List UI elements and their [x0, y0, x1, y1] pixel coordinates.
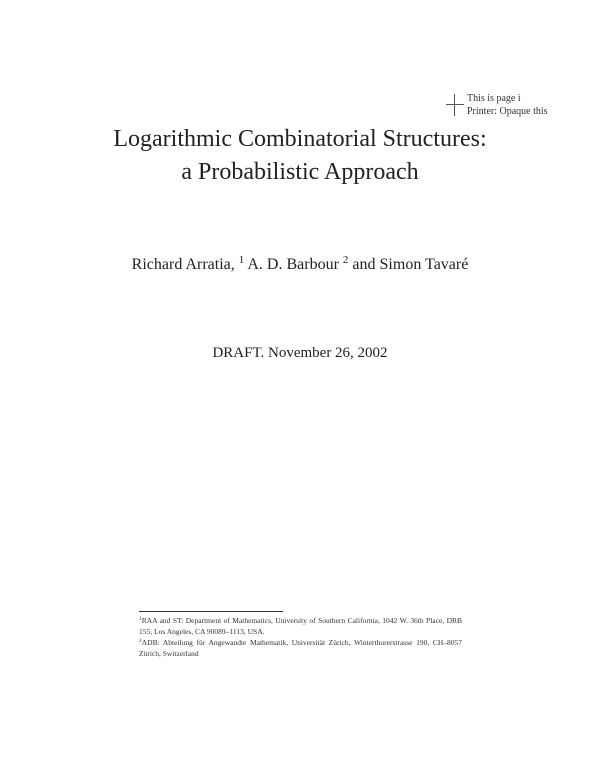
- footnote-rule: [139, 611, 283, 612]
- printer-note: [467, 93, 548, 118]
- author-tavare: Simon Tavaré: [379, 256, 469, 273]
- footnote-2-text: ADB: Abteilung für Angewandte Mathematik, Universität Zürich, Winterthurerstrasse 190, CH–8057 Zürich, Switzerland: [139, 638, 462, 658]
- footnote-1-text: RAA and ST: Department of Mathematics, University of Southern California, 1042 W. 36th Place, DRB 155, Los Angeles, CA 90089–1113, USA.: [139, 616, 462, 636]
- author-arratia: Richard Arratia,: [131, 256, 235, 273]
- crop-mark-icon: [446, 94, 464, 116]
- title-line-1: Logarithmic Combinatorial Structures:: [113, 126, 487, 152]
- printer-info-note: Printer: Opaque this: [467, 105, 548, 117]
- footnote-1-mark: 1: [139, 616, 142, 622]
- footnote-mark-1: 1: [238, 254, 245, 266]
- title-line-2: a Probabilistic Approach: [181, 159, 419, 185]
- author-connector: and: [352, 256, 376, 273]
- footnote-1: [139, 615, 462, 637]
- draft-date: DRAFT. November 26, 2002: [212, 345, 388, 361]
- footnote-mark-2: 2: [342, 254, 349, 266]
- author-list: [0, 254, 600, 276]
- page-number-note: This is page i: [467, 93, 521, 104]
- footnote-2: [139, 637, 462, 659]
- author-barbour: A. D. Barbour: [247, 256, 339, 273]
- footnotes: [139, 615, 462, 659]
- document-title: [0, 123, 600, 189]
- footnote-2-mark: 2: [139, 638, 142, 644]
